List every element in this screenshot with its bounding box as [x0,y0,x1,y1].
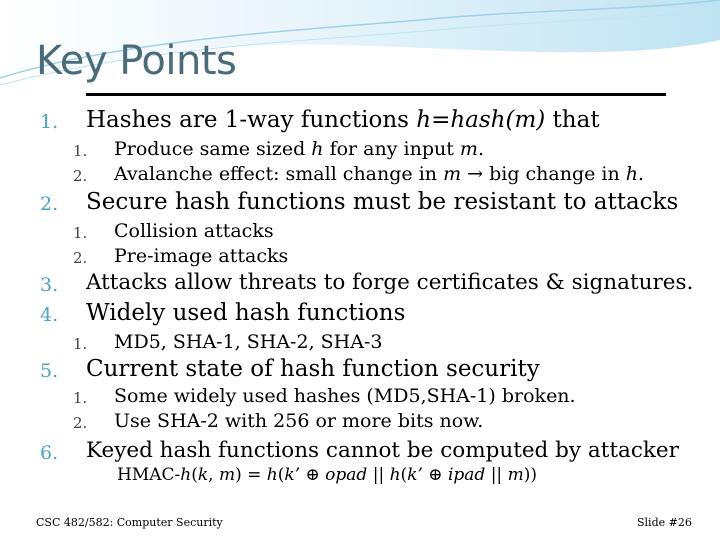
footer-slide-number: Slide #26 [637,516,692,529]
list-number: 2. [73,167,88,185]
list-item: Widely used hash functions [86,300,406,326]
list-item: Produce same sized h for any input m. [114,138,484,160]
list-item: Collision attacks [114,220,274,242]
list-item: Pre-image attacks [114,245,289,267]
list-item: Current state of hash function security [86,356,540,382]
list-item: Secure hash functions must be resistant to attacks [86,189,679,215]
list-item: Avalanche effect: small change in m → big change in h. [114,163,645,185]
list-number: 5. [40,360,59,382]
footer-course: CSC 482/582: Computer Security [36,516,223,529]
list-item: Hashes are 1-way functions h=hash(m) that [86,107,600,133]
page-title: Key Points [36,38,237,84]
list-item: Keyed hash functions cannot be computed by attacker [86,438,679,463]
list-number: 2. [73,414,88,432]
title-divider [86,93,666,96]
list-number: 3. [40,274,59,296]
list-number: 1. [73,389,88,407]
list-item: Attacks allow threats to forge certificates & signatures. [86,270,694,295]
list-number: 1. [73,142,88,160]
list-number: 2. [40,193,59,215]
list-number: 4. [40,304,59,326]
list-item: Use SHA-2 with 256 or more bits now. [114,410,484,432]
list-item: MD5, SHA-1, SHA-2, SHA-3 [114,331,383,353]
list-number: 1. [73,335,88,353]
list-item: Some widely used hashes (MD5,SHA-1) broken. [114,385,576,407]
list-number: 2. [73,249,88,267]
list-number: 1. [73,224,88,242]
list-number: 6. [40,442,59,464]
list-number: 1. [40,111,59,133]
hmac-formula: HMAC-h(k, m) = h(k’ ⊕ opad || h(k’ ⊕ ipad || m)) [117,465,537,485]
